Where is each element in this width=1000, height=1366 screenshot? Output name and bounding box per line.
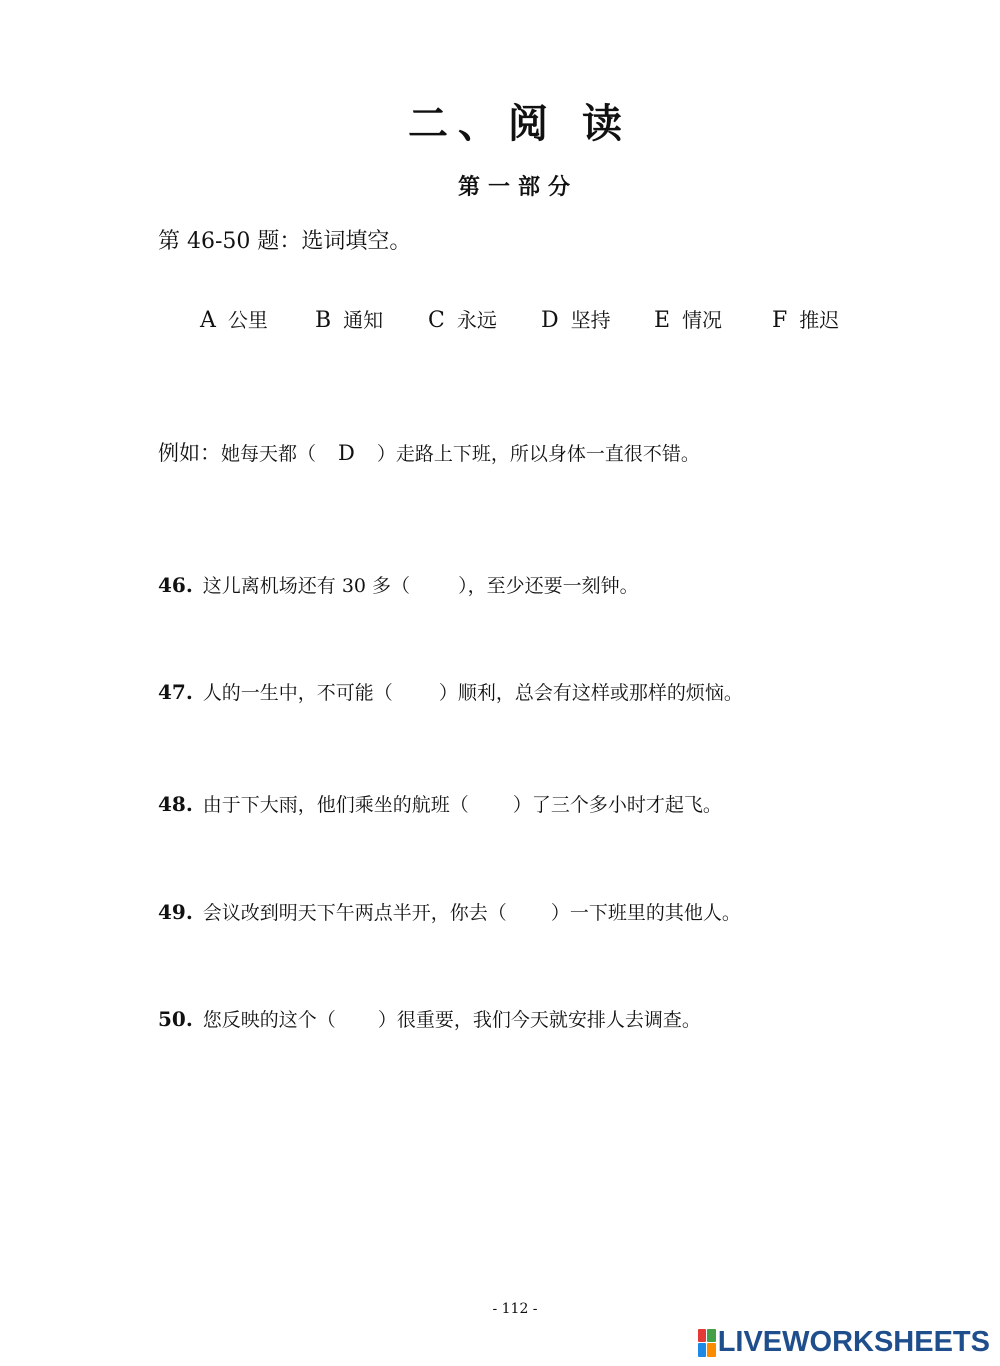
question-47 xyxy=(158,678,743,705)
option-a xyxy=(200,304,268,333)
logo-square xyxy=(707,1343,716,1357)
question-text-before: 您反映的这个（ xyxy=(202,1009,336,1031)
question-text-after: ）顺利，总会有这样或那样的烦恼。 xyxy=(438,682,743,704)
option-letter: E xyxy=(654,308,671,333)
option-letter: B xyxy=(315,308,332,333)
question-text-before: 这儿离机场还有 30 多（ xyxy=(202,575,411,597)
question-text-after: ）了三个多小时才起飞。 xyxy=(512,794,722,816)
question-text-after: ），至少还要一刻钟。 xyxy=(458,575,639,597)
option-letter: A xyxy=(200,308,216,333)
option-word: 推迟 xyxy=(799,308,840,332)
option-word: 情况 xyxy=(682,308,723,332)
example-before: 她每天都（ xyxy=(221,443,317,465)
example-sentence xyxy=(158,437,700,467)
logo-square xyxy=(698,1343,707,1357)
question-number: 46. xyxy=(158,573,193,597)
option-word: 公里 xyxy=(227,308,268,332)
option-letter: F xyxy=(772,308,788,333)
example-after: ）走路上下班，所以身体一直很不错。 xyxy=(376,443,700,465)
example-answer: D xyxy=(338,441,355,465)
example-label: 例如： xyxy=(158,441,221,465)
question-46 xyxy=(158,571,639,598)
option-c xyxy=(428,304,497,333)
option-letter: C xyxy=(428,308,445,333)
section-title: 二、阅 读 xyxy=(408,100,632,147)
question-text-after: ）一下班里的其他人。 xyxy=(550,902,741,924)
question-text-before: 人的一生中，不可能（ xyxy=(202,682,393,704)
option-word: 永远 xyxy=(456,308,497,332)
question-text-before: 由于下大雨，他们乘坐的航班（ xyxy=(202,794,469,816)
liveworksheets-logo-icon xyxy=(698,1329,716,1357)
option-e xyxy=(654,304,722,333)
question-48 xyxy=(158,790,722,817)
question-50 xyxy=(158,1005,701,1032)
question-number: 48. xyxy=(158,792,193,816)
option-word: 通知 xyxy=(343,308,384,332)
watermark-text: LIVEWORKSHEETS xyxy=(717,1326,990,1358)
option-d xyxy=(541,304,611,333)
instruction-text: 第 46-50 题：选词填空。 xyxy=(158,229,412,254)
question-number: 49. xyxy=(158,900,193,924)
question-49 xyxy=(158,898,741,925)
question-number: 47. xyxy=(158,680,193,704)
question-number: 50. xyxy=(158,1007,193,1031)
part-title: 第一部分 xyxy=(457,174,578,200)
page-number: - 112 - xyxy=(492,1301,538,1317)
logo-square xyxy=(698,1329,707,1343)
question-text-before: 会议改到明天下午两点半开，你去（ xyxy=(202,902,507,924)
liveworksheets-watermark xyxy=(698,1326,990,1359)
option-f xyxy=(772,304,839,333)
option-letter: D xyxy=(541,308,559,333)
logo-square xyxy=(707,1329,716,1343)
option-b xyxy=(315,304,383,333)
question-text-after: ）很重要，我们今天就安排人去调查。 xyxy=(377,1009,701,1031)
option-word: 坚持 xyxy=(570,308,611,332)
